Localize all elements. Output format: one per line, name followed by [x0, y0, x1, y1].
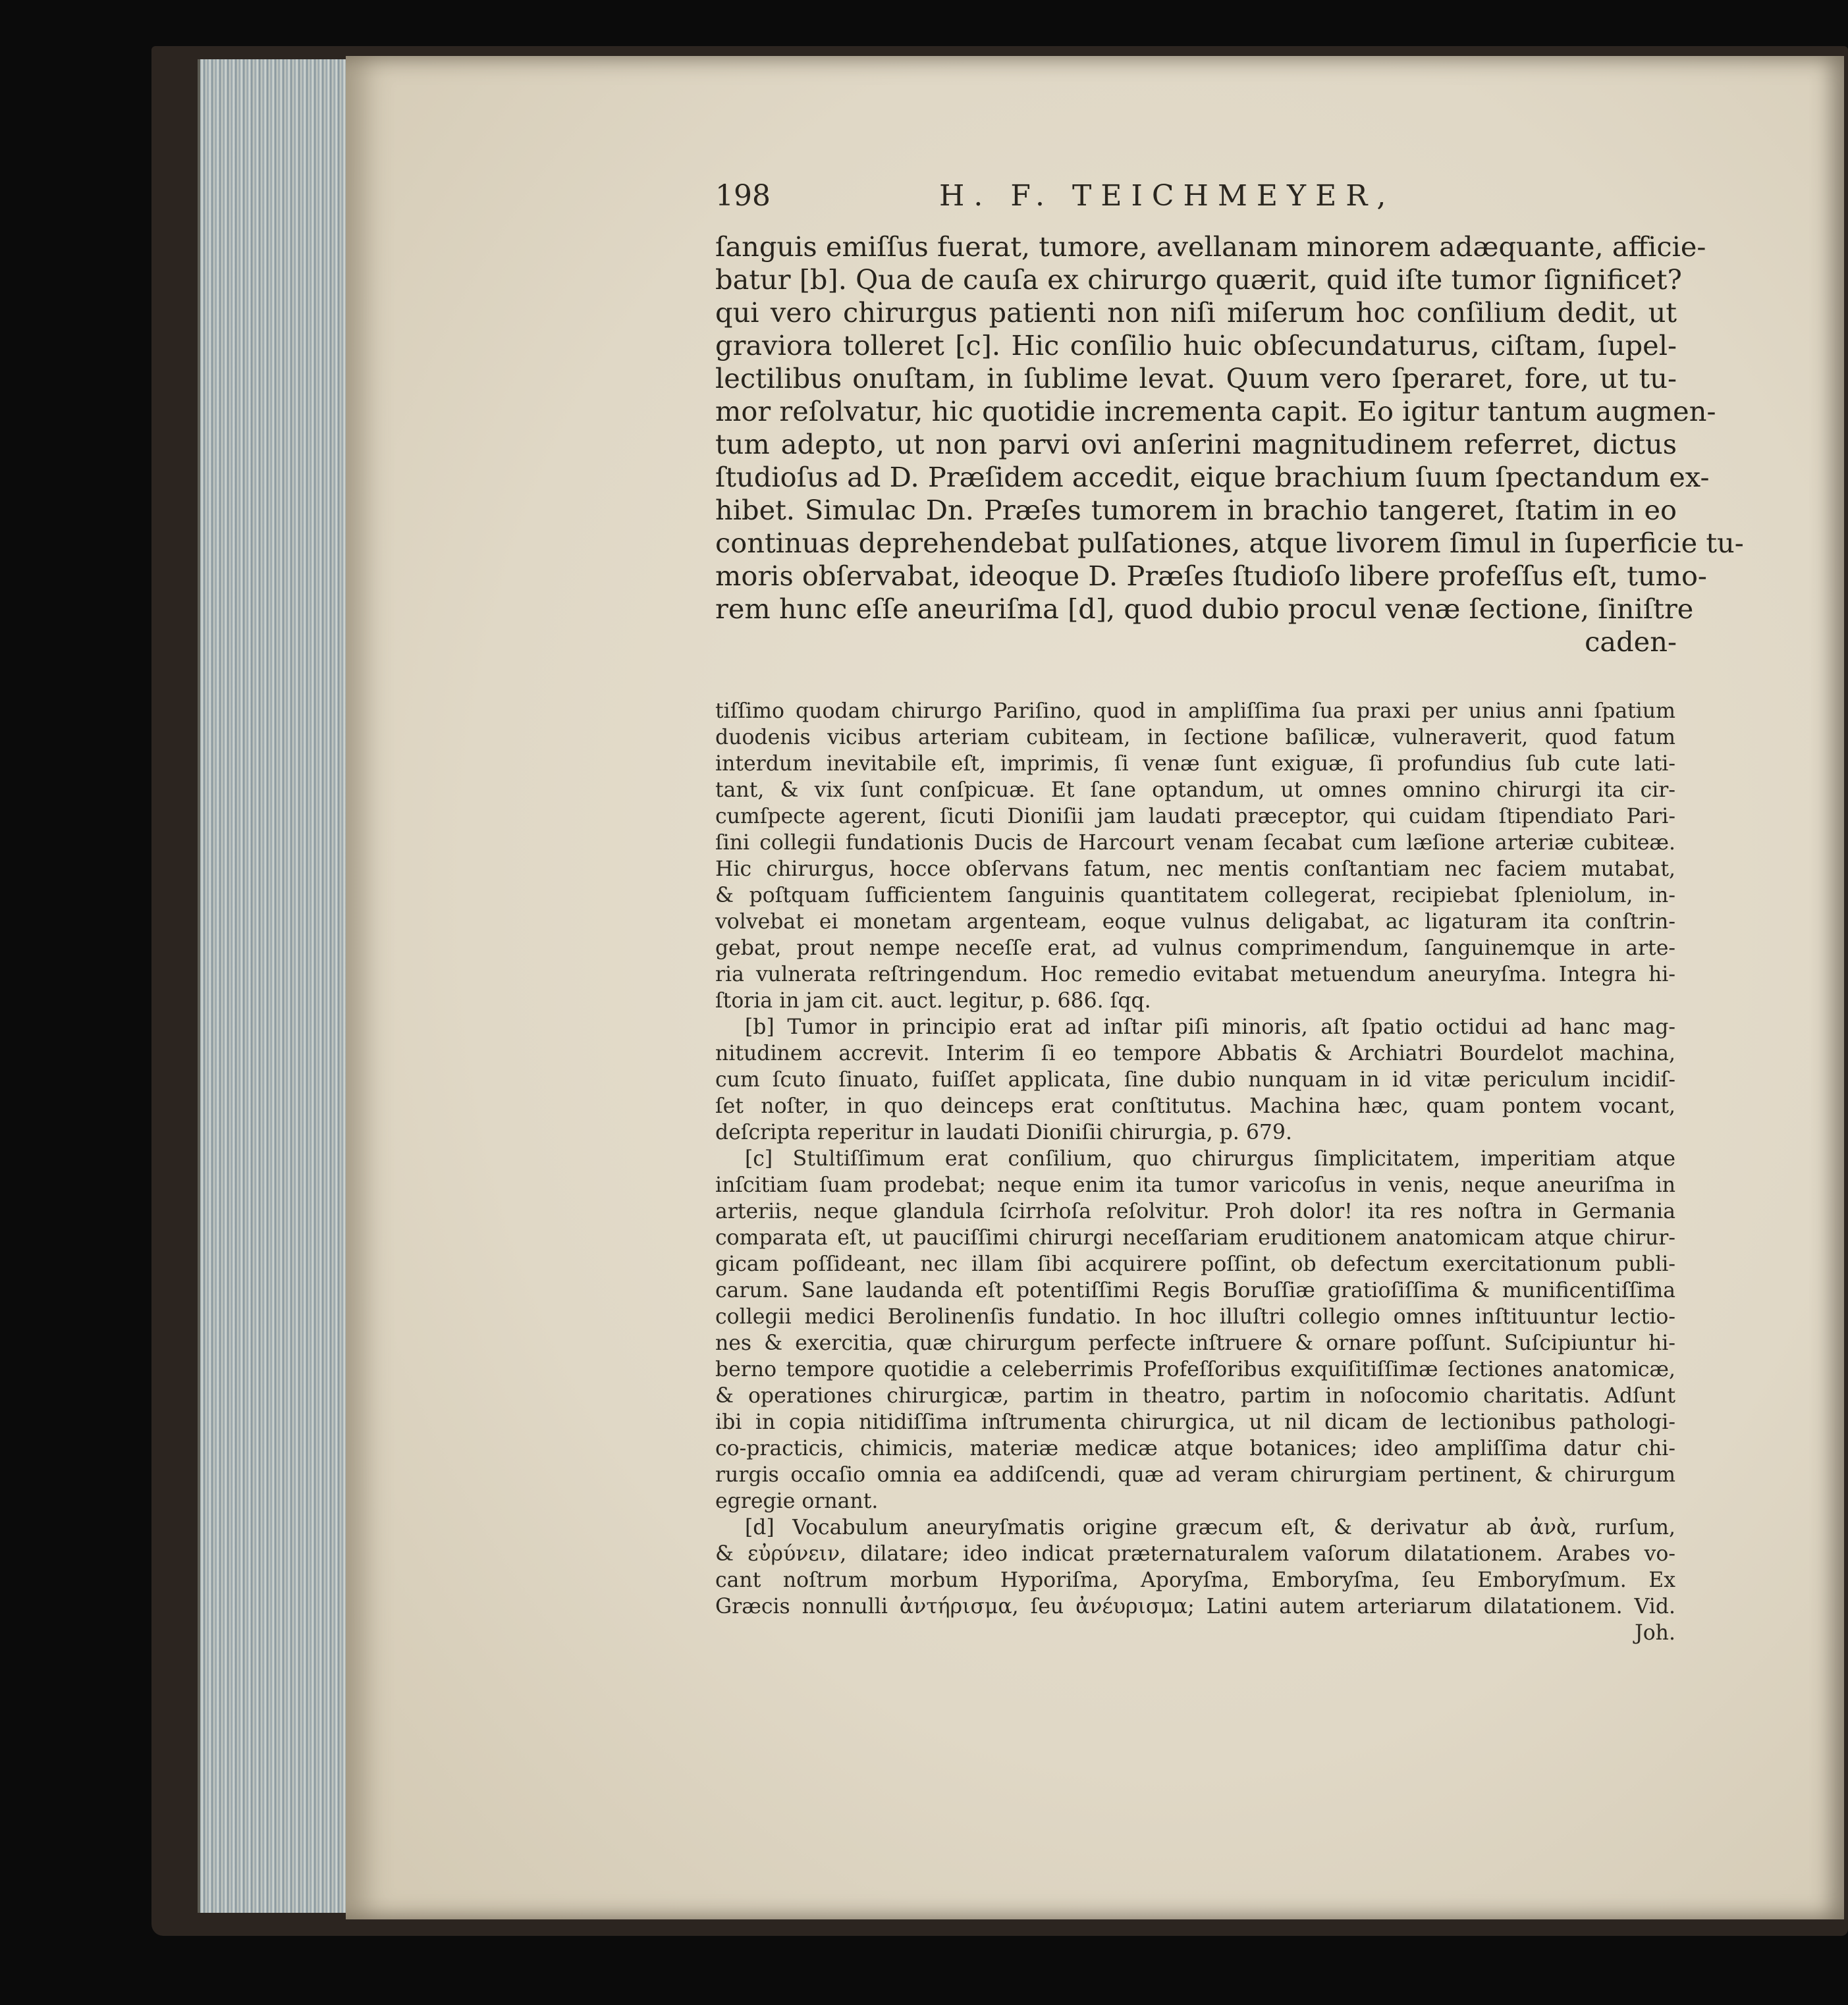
footnote-c-start: [c] Stultiſſimum erat conſilium, quo chirurgus ſimplicitatem, imperitiam atque	[745, 1147, 1675, 1171]
page-number: 198	[715, 179, 771, 213]
footnote-line: & operationes chirurgicæ, partim in theatro, partim in noſocomio charitatis. Adſunt	[715, 1384, 1675, 1408]
footnote-line: carum. Sane laudanda eſt potentiſſimi Regis Boruſſiæ gratioſiſſima & munificentiſſima	[715, 1279, 1675, 1302]
footnote-line: cumſpecte agerent, ſicuti Dioniſii jam laudati præceptor, qui cuidam ſtipendiato Pari-	[715, 805, 1675, 828]
footnote-line: collegii medici Berolinenſis fundatio. In hoc illuſtri collegio omnes inſtituuntur lectio-	[715, 1305, 1675, 1329]
main-text-line: batur [b]. Qua de cauſa ex chirurgo quærit, quid iſte tumor ſignificet?	[715, 263, 1682, 296]
footnote-b-start: [b] Tumor in principio erat ad inſtar piſi minoris, aſt ſpatio octidui ad hanc mag-	[745, 1015, 1675, 1039]
main-text-line: rem hunc eſſe aneuriſma [d], quod dubio procul venæ ſectione, ſiniſtre	[715, 593, 1694, 625]
footnotes	[715, 698, 1675, 1646]
footnote-line: comparata eſt, ut pauciſſimi chirurgi neceſſariam eruditionem anatomicam atque chirur-	[715, 1226, 1675, 1250]
footnote-line: nes & exercitia, quæ chirurgum perfecte inſtruere & ornare poſſunt. Suſcipiuntur hi-	[715, 1331, 1675, 1355]
main-text-line: qui vero chirurgus patienti non niſi miſerum hoc conſilium dedit, ut	[715, 296, 1677, 329]
footnote-line: tiſſimo quodam chirurgo Pariſino, quod in ampliſſima ſua praxi per unius anni ſpatium	[715, 699, 1675, 723]
running-head: H. F. TEICHMEYER,	[939, 179, 1396, 213]
footnote-line: co-practicis, chimicis, materiæ medicæ atque botanices; ideo ampliſſima datur chi-	[715, 1437, 1675, 1460]
footnote-line: berno tempore quotidie a celeberrimis Profeſſoribus exquiſitiſſimæ ſectiones anatomicæ,	[715, 1358, 1675, 1381]
footnote-line: volvebat ei monetam argenteam, eoque vulnus deligabat, ac ligaturam ita conſtrin-	[715, 910, 1675, 934]
footnote-line: nitudinem accrevit. Interim ſi eo tempore Abbatis & Archiatri Bourdelot machina,	[715, 1042, 1675, 1065]
footnote-line: cum ſcuto ſinuato, fuiſſet applicata, ſine dubio nunquam in id vitæ periculum incidiſ-	[715, 1068, 1675, 1092]
footnote-line: & poſtquam ſufficientem ſanguinis quantitatem collegerat, recipiebat ſpleniolum, in-	[715, 884, 1675, 907]
footnote-line: Hic chirurgus, hocce obſervans fatum, nec mentis conſtantiam nec faciem mutabat,	[715, 857, 1675, 881]
footnote-line: tant, & vix ſunt conſpicuæ. Et ſane optandum, ut omnes omnino chirurgi ita cir-	[715, 778, 1675, 802]
main-text-line: ſtudioſus ad D. Præſidem accedit, eique brachium ſuum ſpectandum ex-	[715, 461, 1710, 493]
footnote-d-start: [d] Vocabulum aneuryſmatis origine græcum eſt, & derivatur ab ἀνὰ, rurſum,	[745, 1516, 1675, 1539]
main-text	[715, 230, 1744, 658]
main-text-line: hibet. Simulac Dn. Præſes tumorem in brachio tangeret, ſtatim in eo	[715, 494, 1677, 526]
footnote-line: cant noſtrum morbum Hyporiſma, Aporyſma, Emboryſma, ſeu Emboryſmum. Ex	[715, 1568, 1675, 1592]
catchword: caden-	[1585, 626, 1677, 658]
footnote-line: gebat, prout nempe neceſſe erat, ad vulnus comprimendum, ſanguinemque in arte-	[715, 936, 1675, 960]
footnote-line: arteriis, neque glandula ſcirrhoſa reſolvitur. Proh dolor! ita res noſtra in Germania	[715, 1200, 1675, 1223]
main-text-line: ſanguis emiſſus fuerat, tumore, avellanam minorem adæquante, afficie-	[715, 230, 1706, 263]
page-block-edges	[198, 59, 358, 1913]
main-text-line: tum adepto, ut non parvi ovi anſerini magnitudinem referret, dictus	[715, 428, 1677, 460]
footnote-line: inſcitiam ſuam prodebat; neque enim ita tumor varicoſus in venis, neque aneuriſma in	[715, 1173, 1675, 1197]
footnote-line: rurgis occaſio omnia ea addiſcendi, quæ ad veram chirurgiam pertinent, & chirurgum	[715, 1463, 1675, 1487]
footnote-line: & εὐρύνειν, dilatare; ideo indicat præternaturalem vaſorum dilatationem. Arabes vo-	[715, 1542, 1675, 1566]
footnote-line: ibi in copia nitidiſſima inſtrumenta chirurgica, ut nil dicam de lectionibus pathologi-	[715, 1410, 1675, 1434]
footnote-line: ſtoria in jam cit. auct. legitur, p. 686. ſqq.	[715, 989, 1151, 1013]
footnote-line: ſet noſter, in quo deinceps erat conſtitutus. Machina hæc, quam pontem vocant,	[715, 1094, 1675, 1118]
footnote-line: egregie ornant.	[715, 1489, 879, 1513]
main-text-line: mor reſolvatur, hic quotidie incrementa capit. Eo igitur tantum augmen-	[715, 395, 1716, 427]
main-text-line: graviora tolleret [c]. Hic conſilio huic obſecundaturus, ciſtam, ſupel-	[715, 329, 1677, 361]
main-text-line: lectilibus onuſtam, in ſublime levat. Quum vero ſperaret, fore, ut tu-	[715, 362, 1677, 394]
main-text-line: moris obſervabat, ideoque D. Præſes ſtudioſo libere profeſſus eſt, tumo-	[715, 560, 1707, 592]
footnote-catchword: Joh.	[1635, 1621, 1675, 1645]
footnote-line: Græcis nonnulli ἀντήρισμα, ſeu ἀνέυρισμα; Latini autem arteriarum dilatationem. Vid.	[715, 1595, 1675, 1618]
footnote-line: gicam poſſideant, nec illam ſibi acquirere poſſint, ob defectum exercitationum publi-	[715, 1252, 1675, 1276]
footnote-line: duodenis vicibus arteriam cubiteam, in ſectione baſilicæ, vulneraverit, quod fatum	[715, 726, 1675, 749]
main-text-line: continuas deprehendebat pulſationes, atque livorem ſimul in ſuperficie tu-	[715, 527, 1744, 559]
footnote-line: deſcripta reperitur in laudati Dioniſii chirurgia, p. 679.	[715, 1121, 1292, 1144]
footnote-line: interdum inevitabile eſt, imprimis, ſi venæ ſunt exiguæ, ſi profundius ſub cute lati-	[715, 752, 1675, 776]
page-header	[715, 179, 1446, 219]
footnote-line: ria vulnerata reſtringendum. Hoc remedio evitabat metuendum aneuryſma. Integra hi-	[715, 963, 1675, 986]
footnote-line: ſini collegii fundationis Ducis de Harcourt venam ſecabat cum læſione arteriæ cubiteæ.	[715, 831, 1675, 855]
